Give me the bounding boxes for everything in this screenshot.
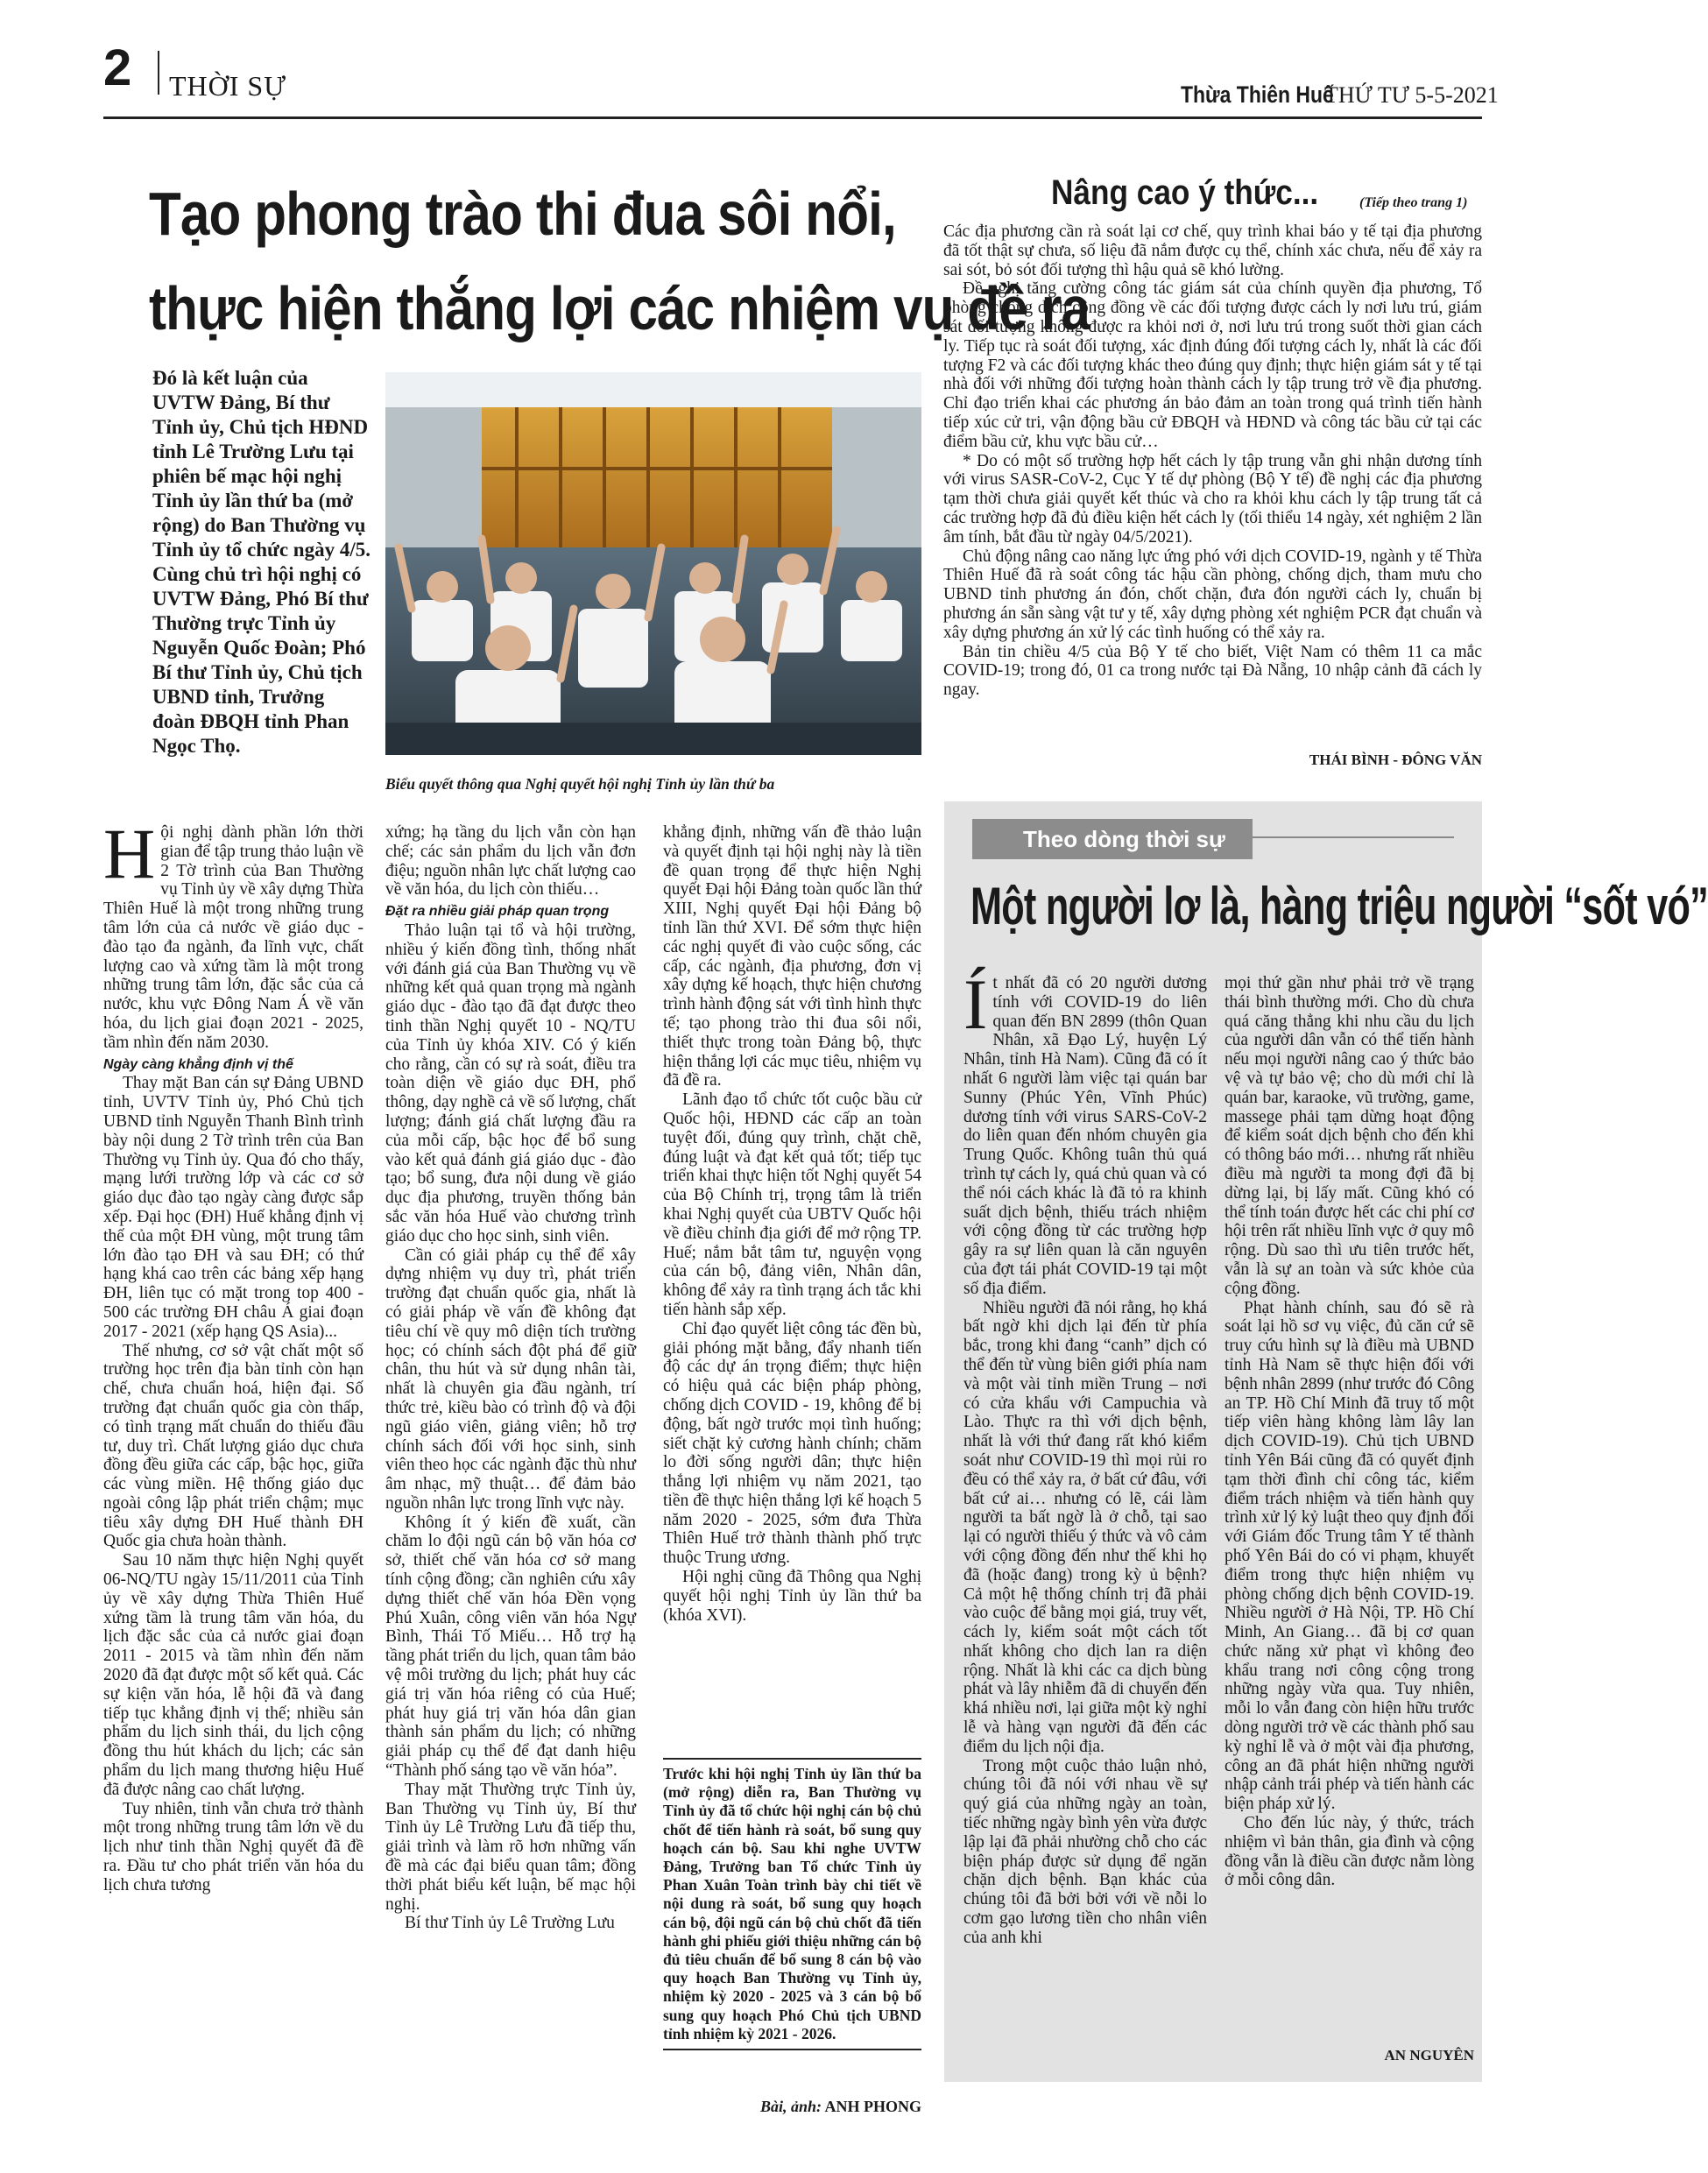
paragraph: * Do có một số trường hợp hết cách ly tập trung vẫn ghi nhận dương tính với virus SASR-CoV-2, Cục Y tế dự phòng (Bộ Y tế) đề nghị các địa phương tạm thời chưa giải quyết kết thúc và cho ra khỏi khu cách ly tập trung tất cả các trường hợp đã đủ điều kiện hết cách ly (tối thiểu 14 ngày, xét nghiệm 2 lần âm tính, bắt đầu từ ngày 04/5/2021). [943, 451, 1482, 547]
issue-date: THỨ TƯ 5-5-2021 [1324, 82, 1499, 108]
continued-article-byline: THÁI BÌNH - ĐÔNG VĂN [1309, 751, 1482, 768]
paragraph: Đề nghị tăng cường công tác giám sát của chính quyền địa phương, Tổ phòng chống dịch cộng đồng về các đối tượng được cách ly nơi lưu trú, giám sát đối tượng không được ra khỏi nơi ở, nơi lưu trú trong suốt thời gian cách ly. Tiếp tục rà soát đối tượng, xác định đúng đối tượng cách ly, nhất là các đối tượng F2 và các đối tượng khác theo đúng quy định; thực hiện giám sát y tế tại nhà đối với những đối tượng hoàn thành cách ly tập trung trở về địa phương. Chỉ đạo triển khai các phương án bảo đảm an toàn trong quá trình tiến hành tiếp xúc cử tri, vận động bầu cử ĐBQH và HĐND và công tác bầu cử tại các điểm bầu cử, khu vực bầu cử… [943, 279, 1483, 451]
commentary-column-1 [963, 964, 1207, 1948]
paragraph: xứng; hạ tầng du lịch vẫn còn hạn chế; các sản phẩm du lịch vẫn đơn điệu; nguồn nhân lực chất lượng cao về văn hóa, du lịch còn thiếu… [385, 823, 636, 900]
drop-cap: H [103, 814, 156, 893]
paragraph: Phạt hành chính, sau đó sẽ rà soát lại hồ sơ vụ việc, đủ căn cứ sẽ truy cứu hình sự là điều mà UBND tỉnh Hà Nam sẽ thực hiện đối với bệnh nhân 2899 (như trước đó Công an TP. Hồ Chí Minh đã truy tố một tiếp viên hàng không làm lây lan dịch COVID-19). Chủ tịch UBND tỉnh Yên Bái cũng đã có quyết định tạm thời đình chỉ công tác, kiểm điểm trách nhiệm và tiến hành quy trình xử lý kỷ luật theo quy định đối với Giám đốc Trung tâm Y tế thành phố Yên Bái do có vi phạm, khuyết điểm trong thực hiện nhiệm vụ phòng chống dịch bệnh COVID-19. Nhiều người ở Hà Nội, TP. Hồ Chí Minh, An Giang… đã bị cơ quan chức năng xử phạt vì không đeo khẩu trang nơi công cộng trong những ngày vừa qua. Tuy nhiên, mỗi lo vẫn đang còn hiện hữu trước dòng người trở về các thành phố sau kỳ nghỉ lễ và ở một vài địa phương, công an đã phát hiện những người nhập cảnh trái phép và tiến hành các biện pháp xử lý. [1225, 1298, 1474, 1814]
paragraph: Trong một cuộc thảo luận nhỏ, chúng tôi đã nói với nhau về sự quý giá của những ngày an toàn, tiếc những ngày bình yên vừa được lập lại đã phải nhường chỗ cho các biện pháp được sử dụng để ngăn chặn dịch bệnh. Bạn khác của chúng tôi đã bởi bởi với về nỗi lo cơm gạo lương tiền cho nhân viên của anh khi [963, 1756, 1207, 1947]
main-headline-line-2: thực hiện thắng lợi các nhiệm vụ đề ra [149, 274, 1090, 342]
paragraph: Bí thư Tỉnh ủy Lê Trường Lưu [405, 1914, 615, 1933]
paragraph: Thảo luận tại tổ và hội trường, nhiều ý kiến đồng tình, thống nhất với đánh giá của Ban Thường vụ về những kết quả quan trọng mà ngành giáo dục - đào tạo đã đạt được theo tinh thần Nghị quyết 10 - NQ/TU của Tỉnh ủy khóa XIV. Có ý kiến cho rằng, cần có sự rà soát, điều tra toàn diện về giáo dục ĐH, phổ thông, dạy nghề cả về số lượng, chất lượng; đánh giá chất lượng đầu ra của mỗi cấp, bậc học để bổ sung vào kết quả đánh giá giáo dục - đào tạo; bổ sung, đưa nội dung về giáo dục địa phương, truyền thống bản sắc văn hóa Huế vào chương trình giáo dục cho học sinh, sinh viên. [385, 921, 636, 1245]
section-name: THỜI SỰ [169, 70, 287, 102]
newspaper-name: Thừa Thiên Huế [1181, 81, 1334, 108]
paragraph: Thay mặt Ban cán sự Đảng UBND tỉnh, UVTV Tỉnh ủy, Phó Chủ tịch UBND tỉnh Nguyễn Thanh Bình trình bày nội dung 2 Tờ trình trên của Ban Thường vụ Tỉnh ủy. Qua đó cho thấy, mạng lưới trường lớp và các cơ sở giáo dục đào tạo ngày càng được sắp xếp. Đại học (ĐH) Huế khẳng định vị thế của một ĐH vùng, một trung tâm lớn đào tạo ĐH và sau ĐH; có thứ hạng khá cao trên các bảng xếp hạng ĐH, liên tục có mặt trong top 400 - 500 các trường ĐH châu Á giai đoạn 2017 - 2021 (xếp hạng QS Asia)... [103, 1074, 363, 1341]
paragraph: Bản tin chiều 4/5 của Bộ Y tế cho biết, Việt Nam có thêm 11 ca mắc COVID-19; trong đó, 01 ca trong nước tại Đà Nẵng, 10 nhập cảnh đã cách ly ngay. [943, 642, 1482, 700]
paragraph: Hội nghị cũng đã Thông qua Nghị quyết hội nghị Tỉnh ủy lần thứ ba (khóa XVI). [663, 1568, 921, 1625]
header-divider [158, 51, 159, 95]
paragraph: mọi thứ gần như phải trở về trạng thái bình thường mới. Cho dù chưa quá căng thẳng khi nhu cầu du lịch của người dân vẫn có thể tiến hành nếu mọi người nâng cao ý thức bảo vệ và tự bảo vệ; cho dù mới chỉ là quán bar, karaoke, vũ trường, game, massege phải tạm dừng hoạt động để kiểm soát dịch bệnh cho đến khi có thông báo mới… nhưng rất nhiều điều mà người ta mong đợi đã bị dừng lại, bị lấy mất. Cũng khó có thể tính toán được hết các chi phí cơ hội trên rất nhiều lĩnh vực ở quy mô rộng. Dù sao thì ưu tiên trước hết, vẫn là sự an toàn và sức khỏe của cộng đồng. [1225, 974, 1474, 1298]
article-column-3 [663, 823, 921, 1625]
paragraph: Các địa phương cần rà soát lại cơ chế, quy trình khai báo y tế tại địa phương đã tốt thật sự chưa, số liệu đã nắm được cụ thể, chính xác chưa, nếu để xảy ra sai sót, bỏ sót đối tượng thì hậu quả sẽ khó lường. [943, 222, 1482, 279]
photo-credit-name: ANH PHONG [824, 2098, 921, 2115]
page-number: 2 [103, 39, 132, 96]
article-column-1 [103, 814, 363, 1895]
commentary-byline: AN NGUYÊN [1384, 2047, 1474, 2064]
photo-caption: Biểu quyết thông qua Nghị quyết hội nghị Tỉnh ủy lần thứ ba [385, 775, 775, 793]
subheading: Đặt ra nhiều giải pháp quan trọng [385, 904, 610, 920]
paragraph: khẳng định, những vấn đề thảo luận và quyết định tại hội nghị này là tiền đề quan trọng để thực hiện Nghị quyết Đại hội Đảng toàn quốc lần thứ XIII, Nghị quyết Đại hội Đảng bộ tỉnh lần thứ XVI. Để sớm thực hiện các nghị quyết đi vào cuộc sống, các cấp, các ngành, địa phương, đơn vị xây dựng kế hoạch, thực hiện chương trình hành động sát với tình hình thực tế; tạo phong trào thi đua sôi nổi, thiết thực trong toàn Đảng bộ, thực hiện thắng lợi các mục tiêu, nhiệm vụ đã đề ra. [663, 823, 921, 1090]
paragraph: Sau 10 năm thực hiện Nghị quyết 06-NQ/TU ngày 15/11/2011 của Tỉnh ủy về xây dựng Thừa Thiên Huế xứng tầm là trung tâm văn hóa, du lịch đặc sắc của cả nước giai đoạn 2011 - 2015 và tầm nhìn đến năm 2020 đã đạt được một số kết quả. Các sự kiện văn hóa, lễ hội đã và đang tiếp tục khẳng định vị thế; nhiều sản phẩm du lịch sinh thái, du lịch cộng đồng thu hút khách du lịch; các sản phẩm du lịch mang thương hiệu Huế đã được nâng cao chất lượng. [103, 1551, 363, 1799]
column-tag-rule [1253, 836, 1454, 838]
main-headline-line-1: Tạo phong trào thi đua sôi nổi, [149, 180, 896, 248]
main-headline [149, 166, 1090, 356]
column-tag: Theo dòng thời sự [972, 819, 1253, 859]
conference-photo [385, 372, 921, 755]
commentary-headline: Một người lơ là, hàng triệu người “sốt vó” [970, 877, 1708, 935]
paragraph: t nhất đã có 20 người dương tính với COVID-19 do liên quan đến BN 2899 (thôn Quan Nhân, xã Đạo Lý, huyện Lý Nhân, tỉnh Hà Nam). Cũng đã có ít nhất 6 người làm việc tại quán bar Sunny (Phúc Yên, Vĩnh Phúc) dương tính với virus SARS-CoV-2 do liên quan đến nhóm chuyên gia Trung Quốc. Không tuân thủ quá trình tự cách ly, quá chủ quan và có thể nói cách khác là đã tỏ ra khinh suất dịch bệnh, thiếu trách nhiệm với cộng đồng từ các trường hợp gây ra sự liên quan là căn nguyên của đợt tái phát COVID-19 tại một số địa điểm. [963, 974, 1207, 1298]
conference-photo-illustration [385, 372, 921, 755]
article-column-2 [385, 823, 636, 1933]
paragraph: Cần có giải pháp cụ thể để xây dựng nhiệm vụ duy trì, phát triển trường đạt chuẩn quốc gia, nhất là có giải pháp về vấn đề không đạt tiêu chí về quy mô diện tích trường học; có chính sách đột phá để giữ chân, thu hút và sử dụng nhân tài, nhất là chuyên gia đầu ngành, trí thức trẻ, kiều bào có trình độ và đội ngũ giáo viên, giảng viên; hỗ trợ chính sách đối với học sinh, sinh viên theo học các ngành đặc thù như âm nhạc, mỹ thuật… để đảm bảo nguồn nhân lực trong lĩnh vực này. [385, 1245, 636, 1513]
paragraph: Chủ động nâng cao năng lực ứng phó với dịch COVID-19, ngành y tế Thừa Thiên Huế đã rà soát công tác hậu cần phòng, chống dịch, tham mưu cho UBND tỉnh phương án đón, chốt chặn, đưa đón người cách ly, chuẩn bị phương án sẵn sàng vật tư y tế, xây dựng phòng xét nghiệm PCR đạt chuẩn và xây dựng phương án xử lý các tình huống có thể xảy ra. [943, 547, 1482, 642]
paragraph: ội nghị dành phần lớn thời gian để tập trung thảo luận về 2 Tờ trình của Ban Thường vụ Tỉnh ủy về xây dựng Thừa Thiên Huế là một trong những trung tâm lớn của cả nước về giáo dục - đào tạo đa ngành, đa lĩnh vực, chất lượng cao và xứng tầm là một trong những trung tâm lớn, đặc sắc của cả nước, khu vực Đông Nam Á về văn hóa, du lịch giai đoạn 2021 - 2025, tầm nhìn đến năm 2030. [103, 823, 363, 1052]
continued-article-body [943, 222, 1482, 700]
photo-credit [663, 2098, 921, 2116]
article-lead: Đó là kết luận của UVTW Đảng, Bí thư Tỉnh ủy, Chủ tịch HĐND tỉnh Lê Trường Lưu tại phiên bế mạc hội nghị Tỉnh ủy lần thứ ba (mở rộng) do Ban Thường vụ Tỉnh ủy tổ chức ngày 4/5. Cùng chủ trì hội nghị có UVTW Đảng, Phó Bí thư Thường trực Tỉnh ủy Nguyễn Quốc Đoàn; Phó Bí thư Tỉnh ủy, Chủ tịch UBND tỉnh, Trưởng đoàn ĐBQH tỉnh Phan Ngọc Thọ. [152, 367, 371, 757]
sidebar-note: Trước khi hội nghị Tỉnh ủy lần thứ ba (mở rộng) diễn ra, Ban Thường vụ Tỉnh ủy đã tổ chức hội nghị cán bộ chủ chốt để tiến hành rà soát, bổ sung quy hoạch cán bộ. Sau khi nghe UVTW Đảng, Trưởng ban Tổ chức Tỉnh ủy Phan Xuân Toàn trình bày chi tiết về nội dung rà soát, bổ sung quy hoạch cán bộ, đội ngũ cán bộ chủ chốt đã tiến hành ghi phiếu giới thiệu những cán bộ đủ tiêu chuẩn để bổ sung 8 cán bộ vào quy hoạch Ban Thường vụ Tỉnh ủy, nhiệm kỳ 2020 - 2025 và 3 cán bộ bổ sung quy hoạch Phó Chủ tịch UBND tỉnh nhiệm kỳ 2021 - 2026. [663, 1758, 921, 2050]
paragraph: Chỉ đạo quyết liệt công tác đền bù, giải phóng mặt bằng, đẩy nhanh tiến độ các dự án trọng điểm; thực hiện có hiệu quả các biện pháp phòng, chống dịch COVID - 19, không để bị động, bất ngờ trước mọi tình huống; siết chặt kỷ cương hành chính; chăm lo đời sống người dân; thực hiện thắng lợi nhiệm vụ năm 2021, tạo tiền đề thực hiện thắng lợi kế hoạch 5 năm 2020 - 2025, sớm đưa Thừa Thiên Huế trở thành thành phố trực thuộc Trung ương. [663, 1319, 921, 1568]
paragraph: Tuy nhiên, tỉnh vẫn chưa trở thành một trong những trung tâm lớn về du lịch như tinh thần Nghị quyết đã đề ra. Đầu tư cho phát triển văn hóa du lịch chưa tương [103, 1799, 363, 1894]
header-rule [103, 116, 1482, 119]
drop-cap: Í [963, 964, 988, 1044]
paragraph: Nhiều người đã nói rằng, họ khá bất ngờ khi dịch lại đến từ phía bắc, trong khi đang “canh” dịch có thể đến từ vùng biên giới phía nam và một vài tỉnh miền Trung – nơi có cửa khẩu với Campuchia và Lào. Thực ra thì với dịch bệnh, nhất là với thứ đang rất khó kiểm soát như COVID-19 thì mọi rủi ro đều có thể xảy ra, ở bất cứ đâu, với bất cứ ai… nhưng có lẽ, cái làm người ta bất ngờ là ở chỗ, tại sao lại có người thiếu ý thức và vô cảm với cộng đồng đến như thế khi họ đã (hoặc đang) trong kỳ ủ bệnh? Cả một hệ thống chính trị đã phải vào cuộc để bằng mọi giá, truy vết, cách ly, kiểm soát một cách tốt nhất không cho dịch lan ra diện rộng. Nhất là khi các ca dịch bùng phát và lây nhiễm đã di chuyển đến khá nhiều nơi, lại giữa một kỳ nghỉ lễ và hàng vạn người đã đến các điểm du lịch nội địa. [963, 1298, 1207, 1756]
paragraph: Thế nhưng, cơ sở vật chất một số trường học trên địa bàn tỉnh còn hạn chế, chưa chuẩn hoá, hiện đại. Số trường đạt chuẩn quốc gia còn thấp, có tình trạng mất chuẩn do thiếu đầu tư, duy trì. Chất lượng giáo dục chưa đồng đều giữa các cấp, bậc học, giữa các vùng miền. Hệ thống giáo dục ngoài công lập phát triển chậm; mục tiêu xây dựng ĐH Huế thành ĐH Quốc gia chưa hoàn thành. [103, 1341, 363, 1551]
paragraph: Lãnh đạo tổ chức tốt cuộc bầu cử Quốc hội, HĐND các cấp an toàn tuyệt đối, đúng quy trình, chặt chẽ, đúng luật và đạt kết quả tốt; tiếp tục triển khai thực hiện tốt Nghị quyết 54 của Bộ Chính trị, trọng tâm là triển khai Nghị quyết của UBTV Quốc hội về điều chỉnh địa giới để mở rộng TP. Huế; nắm bắt tâm tư, nguyện vọng của cán bộ, đảng viên, Nhân dân, không để xảy ra tình trạng ách tắc khi tiến hành sắp xếp. [663, 1090, 921, 1319]
commentary-column-2 [1225, 974, 1474, 1890]
paragraph: Thay mặt Thường trực Tỉnh ủy, Ban Thường vụ Tỉnh ủy, Bí thư Tỉnh ủy Lê Trường Lưu đã tiếp thu, giải trình và làm rõ hơn những vấn đề mà các đại biểu quan tâm; đồng thời phát biểu kết luận, bế mạc hội nghị. [385, 1780, 636, 1914]
continued-from-note: (Tiếp theo trang 1) [1359, 195, 1468, 210]
paragraph: Không ít ý kiến đề xuất, cần chăm lo đội ngũ cán bộ văn hóa cơ sở, thiết chế văn hóa cơ sở mang tính cộng đồng; cần nghiên cứu xây dựng thiết chế văn hóa Đền vọng Phú Xuân, công viên văn hóa Ngự Bình, Thái Tố Miếu… Hỗ trợ hạ tầng phát triển du lịch, quan tâm bảo vệ môi trường du lịch; phát huy các giá trị văn hóa riêng có của Huế; phát huy giá trị văn hóa dân gian thành sản phẩm du lịch; có những giải pháp cụ thể để đạt danh hiệu “Thành phố sáng tạo về văn hóa”. [385, 1513, 636, 1781]
paragraph: Cho đến lúc này, ý thức, trách nhiệm vì bản thân, gia đình và cộng đồng vẫn là điều cần được nằm lòng ở mỗi công dân. [1225, 1814, 1474, 1890]
continued-article-title: Nâng cao ý thức... [1051, 173, 1319, 212]
subheading: Ngày càng khẳng định vị thế [103, 1056, 293, 1072]
photo-credit-label: Bài, ảnh: [759, 2098, 822, 2115]
